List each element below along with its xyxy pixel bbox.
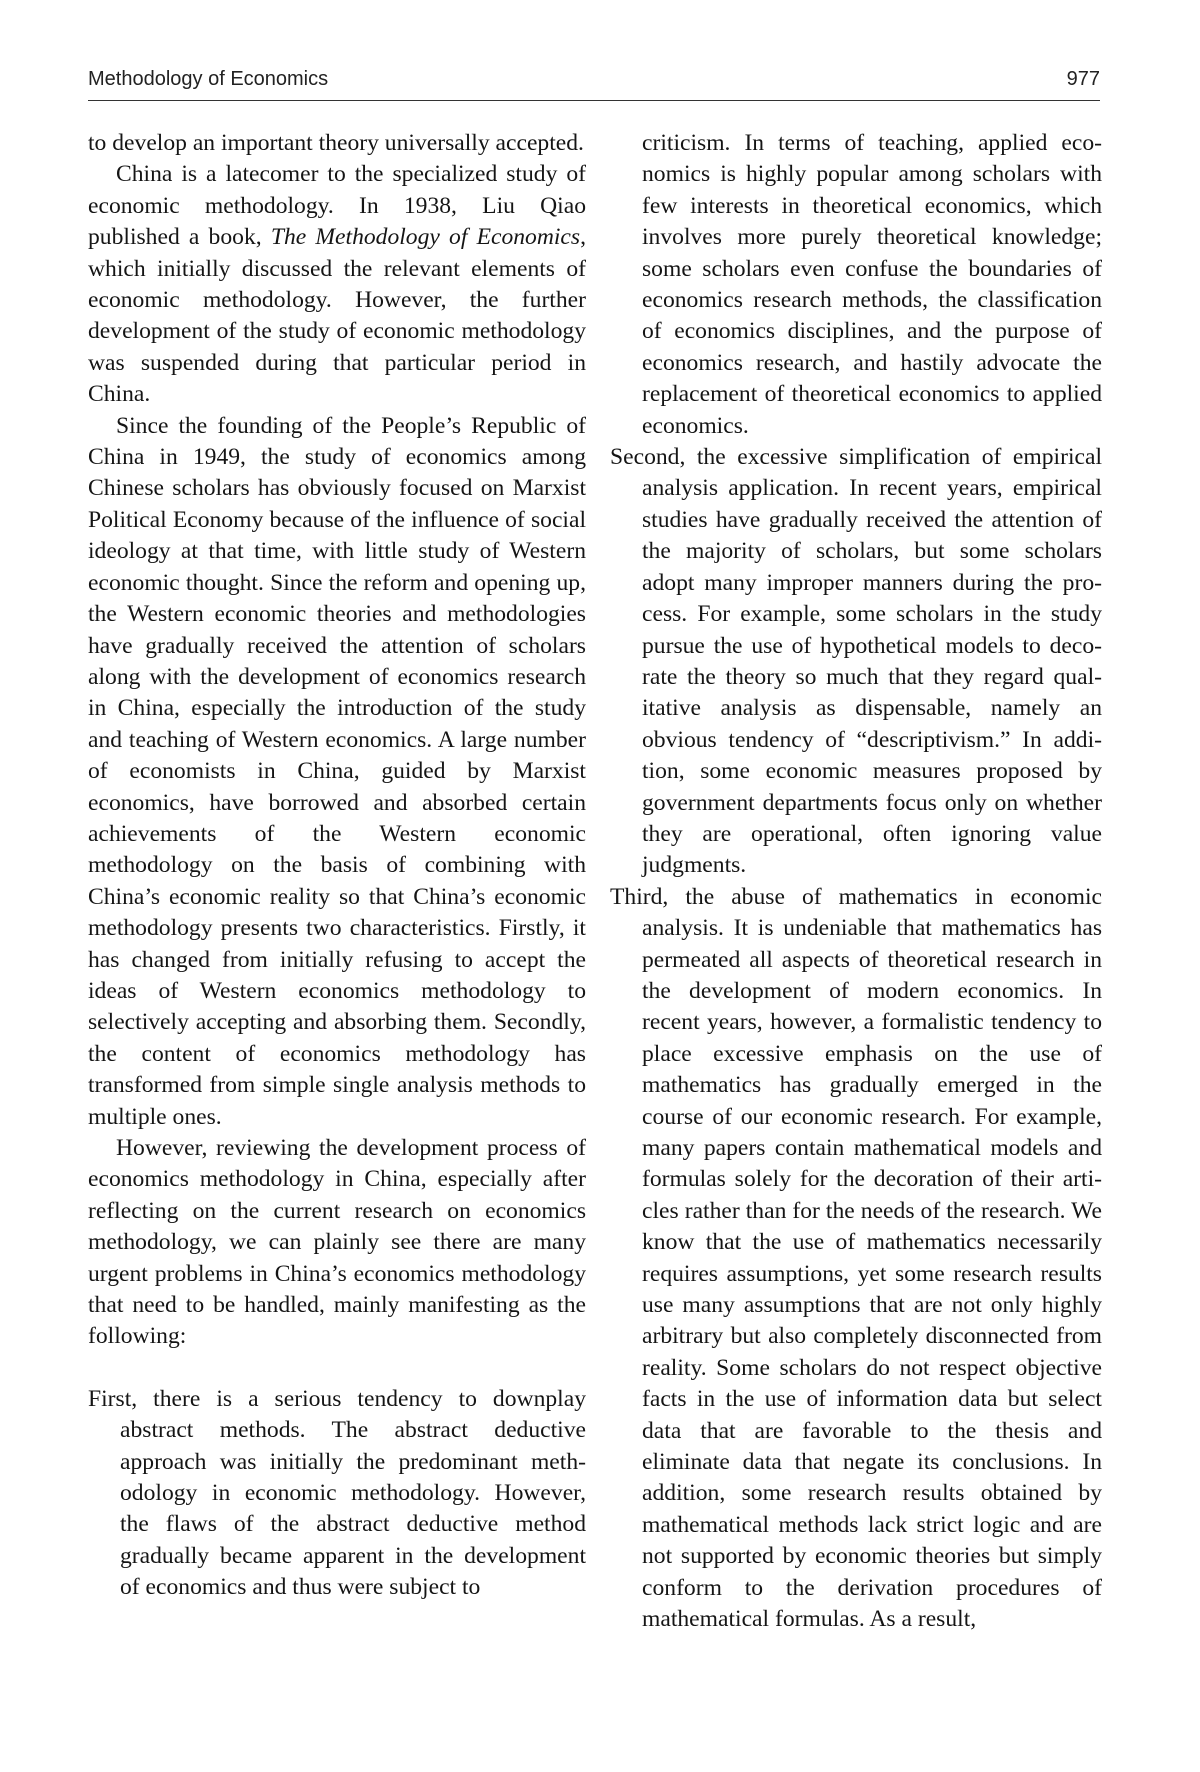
list-item-first: First, there is a serious tendency to downplay abstract methods. The abstract deductive approach was initially the predominant methodology in economic methodology. However, the flaws of the abstract deductive method gradually became apparent in the development of economics and thus were subject to	[88, 1385, 586, 1601]
running-head-title: Methodology of Economics	[88, 68, 329, 90]
paragraph-gap	[88, 1353, 586, 1384]
book-title: The Methodology of Economics	[270, 224, 581, 251]
paragraph-continued: to develop an important theory universally accepted.	[88, 130, 584, 156]
right-column	[610, 128, 1102, 1636]
list-item-third: Third, the abuse of mathematics in economic analysis. It is undeniable that mathematics has permeated all aspects of theoretical research in the development of modern economics. In recent years, however, a formalistic tendency to place excessive emphasis on the use of mathematics has gradually emerged in the course of our economic research. For example, many papers contain mathematical models and formulas solely for the decoration of their articles rather than for the needs of the research. We know that the use of mathematics necessarily requires assumptions, yet some research results use many assumptions that are not only highly arbitrary but also completely disconnected from reality. Some scholars do not respect objective facts in the use of information data but select data that are favorable to the thesis and eliminate data that negate its conclusions. In addition, some research results obtained by mathematical methods lack strict logic and are not supported by economic theories but simply conform to the derivation procedures of mathematical formulas. As a result,	[610, 883, 1102, 1633]
page-number: 977	[1066, 68, 1100, 90]
paragraph-text: , which initially discussed the relevant elements of economic methodology. However, the further development of the study of economic methodology was suspended during that particular period in China.	[88, 224, 586, 408]
header-rule	[88, 100, 1100, 101]
running-header	[88, 64, 1100, 98]
list-item-first-continued: criticism. In terms of teaching, applied economics is highly popular among scholars with few interests in theoretical economics, which involves more purely theoretical knowledge; some scholars even confuse the boundaries of economics research methods, the classification of economics disciplines, and the purpose of economics research, and hastily advocate the replacement of theoretical economics to applied economics.	[642, 130, 1102, 439]
paragraph-since-1949: Since the founding of the People’s Republic of China in 1949, the study of economics among Chinese scholars has obviously focused on Marxist Political Economy because of the influence of social ideology at that time, with little study of Western economic thought. Since the reform and opening up, the Western economic theories and methodologies have gradually received the attention of scholars along with the development of economics research in China, especially the introduction of the study and teaching of Western economics. A large number of economists in China, guided by Marxist economics, have borrowed and absorbed certain achievements of the Western economic methodology on the basis of combining with China’s economic reality so that China’s economic methodology presents two characteristics. Firstly, it has changed from initially refusing to accept the ideas of Western economics methodology to selectively accepting and absorbing them. Secondly, the content of economics methodology has transformed from simple single analysis methods to multiple ones.	[88, 412, 586, 1130]
left-column	[88, 128, 586, 1604]
list-item-second: Second, the excessive simplification of empirical analysis application. In recent years, empirical studies have gradually received the attention of the majority of scholars, but some scholars adopt many improper manners during the process. For example, some scholars in the study pursue the use of hypothetical models to decorate the theory so much that they regard qualitative analysis as dispensable, namely an obvious tendency of “descriptivism.” In addition, some economic measures proposed by government departments focus only on whether they are operational, often ignoring value judgments.	[610, 444, 1102, 879]
paragraph-problems-intro: However, reviewing the development process of economics methodology in China, especially after reflecting on the current research on economics methodology, we can plainly see there are many urgent problems in China’s economics methodology that need to be handled, mainly manifesting as the following:	[88, 1135, 586, 1350]
paragraph-liu-qiao	[88, 159, 586, 410]
paragraph-text: China is a latecomer to the specialized study of economic methodology. In 1938, Liu Qiao published a book,	[88, 161, 586, 251]
